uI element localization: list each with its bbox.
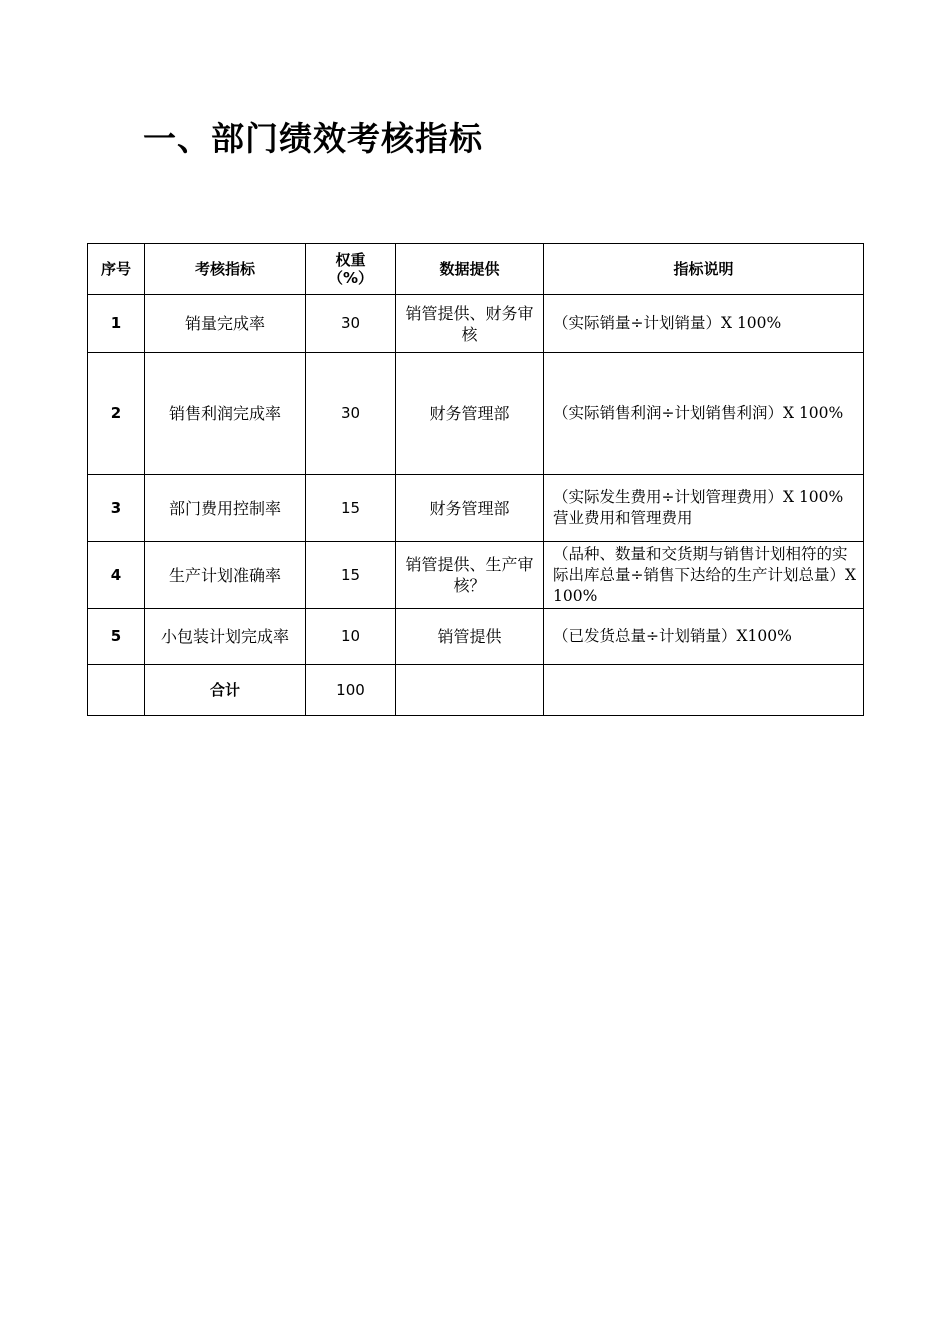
row-data-source: 财务管理部: [396, 475, 544, 542]
row-description-note: 营业费用和管理费用: [553, 509, 693, 527]
header-description: 指标说明: [544, 244, 864, 295]
row-index: 1: [88, 295, 145, 353]
row-weight: 15: [306, 475, 396, 542]
row-description: [544, 475, 864, 542]
row-description: （实际销售利润÷计划销售利润）X 100%: [544, 353, 864, 475]
page-title: 一、部门绩效考核指标: [143, 119, 483, 158]
table-total-row: [88, 665, 864, 716]
row-index: 4: [88, 542, 145, 609]
table-row: [88, 475, 864, 542]
row-weight: 30: [306, 295, 396, 353]
table-row: [88, 609, 864, 665]
row-index: 3: [88, 475, 145, 542]
row-indicator: 小包装计划完成率: [145, 609, 306, 665]
table-header-row: [88, 244, 864, 295]
row-data-source: 销管提供: [396, 609, 544, 665]
total-label: 合计: [145, 665, 306, 716]
row-weight: 15: [306, 542, 396, 609]
row-indicator: 生产计划准确率: [145, 542, 306, 609]
total-weight: 100: [306, 665, 396, 716]
row-index: 2: [88, 353, 145, 475]
row-description: （实际销量÷计划销量）X 100%: [544, 295, 864, 353]
row-data-source: 财务管理部: [396, 353, 544, 475]
kpi-table: [87, 243, 864, 716]
header-weight: [306, 244, 396, 295]
header-indicator: 考核指标: [145, 244, 306, 295]
row-indicator: 部门费用控制率: [145, 475, 306, 542]
row-weight: 30: [306, 353, 396, 475]
row-weight: 10: [306, 609, 396, 665]
row-indicator: 销售利润完成率: [145, 353, 306, 475]
total-index-empty: [88, 665, 145, 716]
total-description-empty: [544, 665, 864, 716]
header-index: 序号: [88, 244, 145, 295]
header-weight-line1: 权重: [335, 251, 366, 269]
row-data-source: 销管提供、生产审核？: [396, 542, 544, 609]
header-weight-line2: （%）: [327, 269, 374, 287]
table-row: [88, 353, 864, 475]
row-indicator: 销量完成率: [145, 295, 306, 353]
table-row: [88, 542, 864, 609]
row-description-formula: （实际发生费用÷计划管理费用）X 100%: [553, 488, 844, 506]
header-data-source: 数据提供: [396, 244, 544, 295]
row-description: （品种、数量和交货期与销售计划相符的实际出库总量÷销售下达给的生产计划总量）X 100%: [544, 542, 864, 609]
total-data-source-empty: [396, 665, 544, 716]
row-description: （已发货总量÷计划销量）X100%: [544, 609, 864, 665]
table-row: [88, 295, 864, 353]
row-index: 5: [88, 609, 145, 665]
row-data-source: 销管提供、财务审核: [396, 295, 544, 353]
